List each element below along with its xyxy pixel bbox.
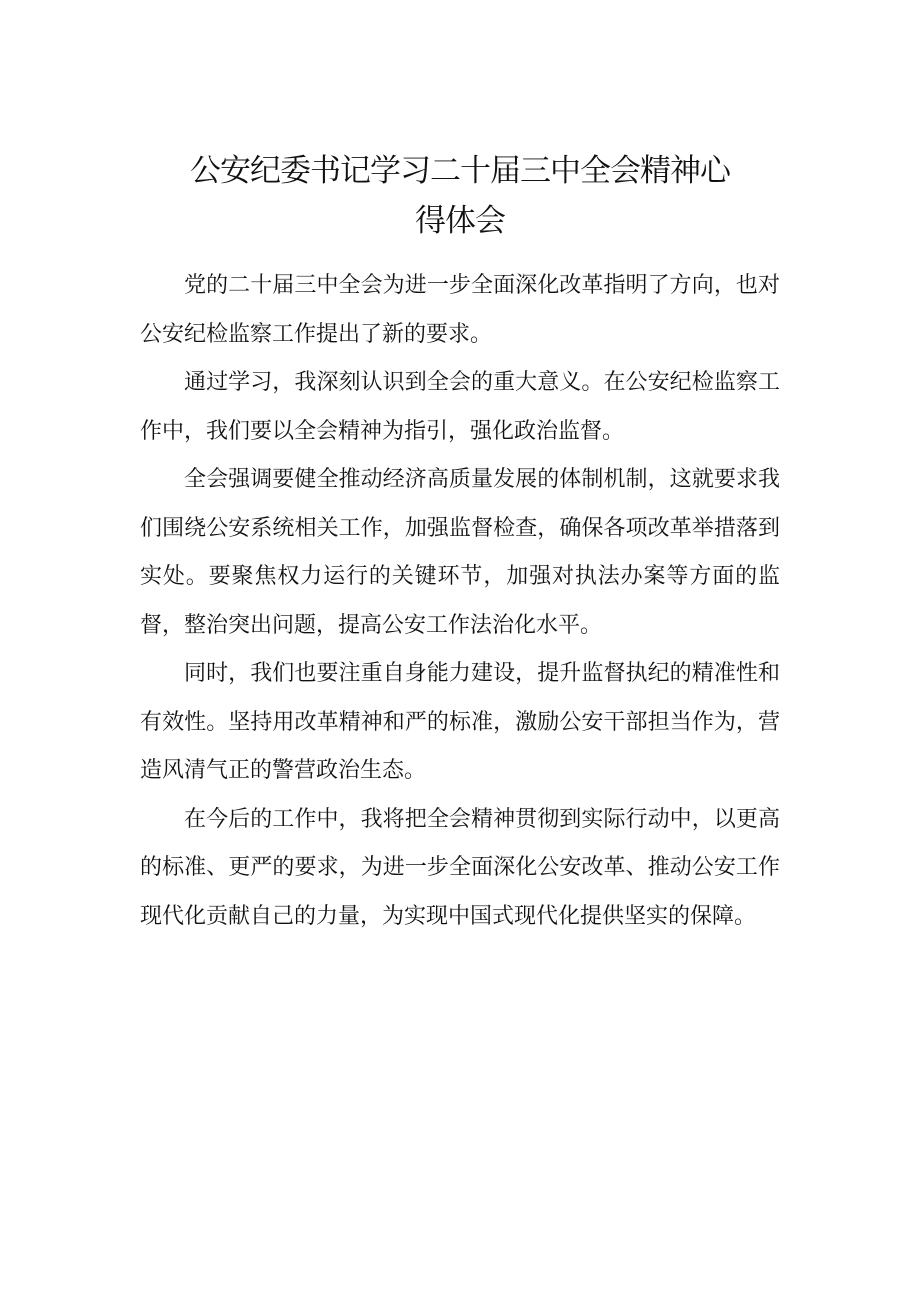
document-title: [140, 146, 780, 246]
paragraph-5: 在今后的工作中，我将把全会精神贯彻到实际行动中，以更高的标准、更严的要求，为进一步全面深化公安改革、推动公安工作现代化贡献自己的力量，为实现中国式现代化提供坚实的保障。: [140, 806, 780, 929]
paragraph-2: 通过学习，我深刻认识到全会的重大意义。在公安纪检监察工作中，我们要以全会精神为指引，强化政治监督。: [140, 370, 780, 444]
paragraph-3: 全会强调要健全推动经济高质量发展的体制机制，这就要求我们围绕公安系统相关工作，加强监督检查，确保各项改革举措落到实处。要聚焦权力运行的关键环节，加强对执法办案等方面的监督，整治突出问题，提高公安工作法治化水平。: [140, 467, 780, 638]
document-body: [140, 262, 780, 941]
paragraph-4: 同时，我们也要注重自身能力建设，提升监督执纪的精准性和有效性。坚持用改革精神和严的标准，激励公安干部担当作为，营造风清气正的警营政治生态。: [140, 661, 780, 783]
document-title-line-1: 公安纪委书记学习二十届三中全会精神心: [190, 153, 730, 189]
document-title-line-2: 得体会: [415, 203, 505, 239]
paragraph-1: 党的二十届三中全会为进一步全面深化改革指明了方向，也对公安纪检监察工作提出了新的要求。: [140, 273, 780, 347]
